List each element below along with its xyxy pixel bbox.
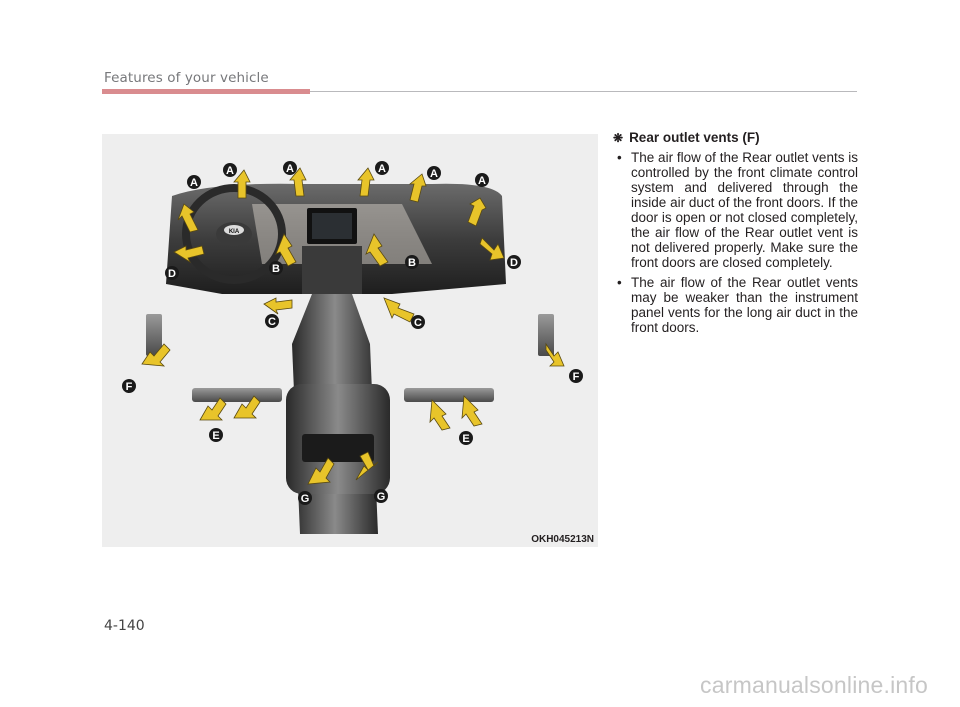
callout-c-1	[265, 314, 279, 328]
callout-g-2	[374, 489, 388, 503]
bullet-text: The air flow of the Rear outlet vents is controlled by the front climate control system and delivered through the inside air duct of the front doors. If the door is open or not closed completely, the air flow of the Rear outlet vent is not delivered properly. Make sure the front doors are closed completely.	[631, 150, 858, 270]
callout-label: A	[190, 177, 198, 189]
callout-label: E	[462, 433, 470, 445]
text-column	[613, 130, 858, 340]
callout-label: C	[414, 317, 422, 329]
header-accent-rule	[102, 89, 310, 94]
callout-label: F	[572, 371, 580, 383]
callout-g-1	[298, 491, 312, 505]
page-number: 4-140	[104, 618, 145, 634]
callout-label: B	[272, 263, 280, 275]
bullet-text: The air flow of the Rear outlet vents may be weaker than the instrument panel vents for the long air duct in the front doors.	[631, 275, 858, 335]
callout-b-2	[405, 255, 419, 269]
callout-a-3	[283, 161, 297, 175]
floor-right-vent	[404, 388, 494, 402]
callout-d-1	[165, 266, 179, 280]
callout-f-2	[569, 369, 583, 383]
bullet-item	[613, 275, 858, 335]
callout-label: D	[510, 257, 518, 269]
callout-label: D	[168, 268, 176, 280]
bullet-dot: •	[617, 275, 622, 290]
watermark[interactable]: carmanualsonline.info	[700, 672, 928, 698]
callout-f-1	[122, 379, 136, 393]
callout-label: A	[430, 168, 438, 180]
callout-label: E	[212, 430, 220, 442]
callout-label: A	[226, 165, 234, 177]
section-title: Features of your vehicle	[104, 70, 269, 86]
bullet-item	[613, 150, 858, 270]
vent-location-figure	[102, 134, 598, 547]
bullet-list	[613, 150, 858, 335]
callout-d-2	[507, 255, 521, 269]
callout-label: A	[286, 163, 294, 175]
asterism-icon: ❋	[613, 130, 624, 145]
section-heading	[613, 130, 858, 145]
callout-c-2	[411, 315, 425, 329]
callout-label: G	[376, 491, 386, 503]
header-rule	[310, 91, 857, 92]
bullet-dot: •	[617, 150, 622, 165]
callout-label: G	[300, 493, 310, 505]
callout-label: F	[125, 381, 133, 393]
callout-a-4	[375, 161, 389, 175]
callout-a-5	[427, 166, 441, 180]
callout-a-1	[187, 175, 201, 189]
figure-code: OKH045213N	[531, 534, 594, 545]
steering-badge: KIA	[228, 229, 240, 235]
callout-a-6	[475, 173, 489, 187]
callout-label: A	[378, 163, 386, 175]
callout-a-2	[223, 163, 237, 177]
callout-e-2	[459, 431, 473, 445]
callout-b-1	[269, 261, 283, 275]
heading-text: Rear outlet vents (F)	[629, 130, 760, 145]
callout-label: C	[268, 316, 276, 328]
callout-label: B	[408, 257, 416, 269]
callout-label: A	[478, 175, 486, 187]
callout-e-1	[209, 428, 223, 442]
floor-left-vent	[192, 388, 282, 402]
dashboard-illustration	[102, 134, 598, 547]
